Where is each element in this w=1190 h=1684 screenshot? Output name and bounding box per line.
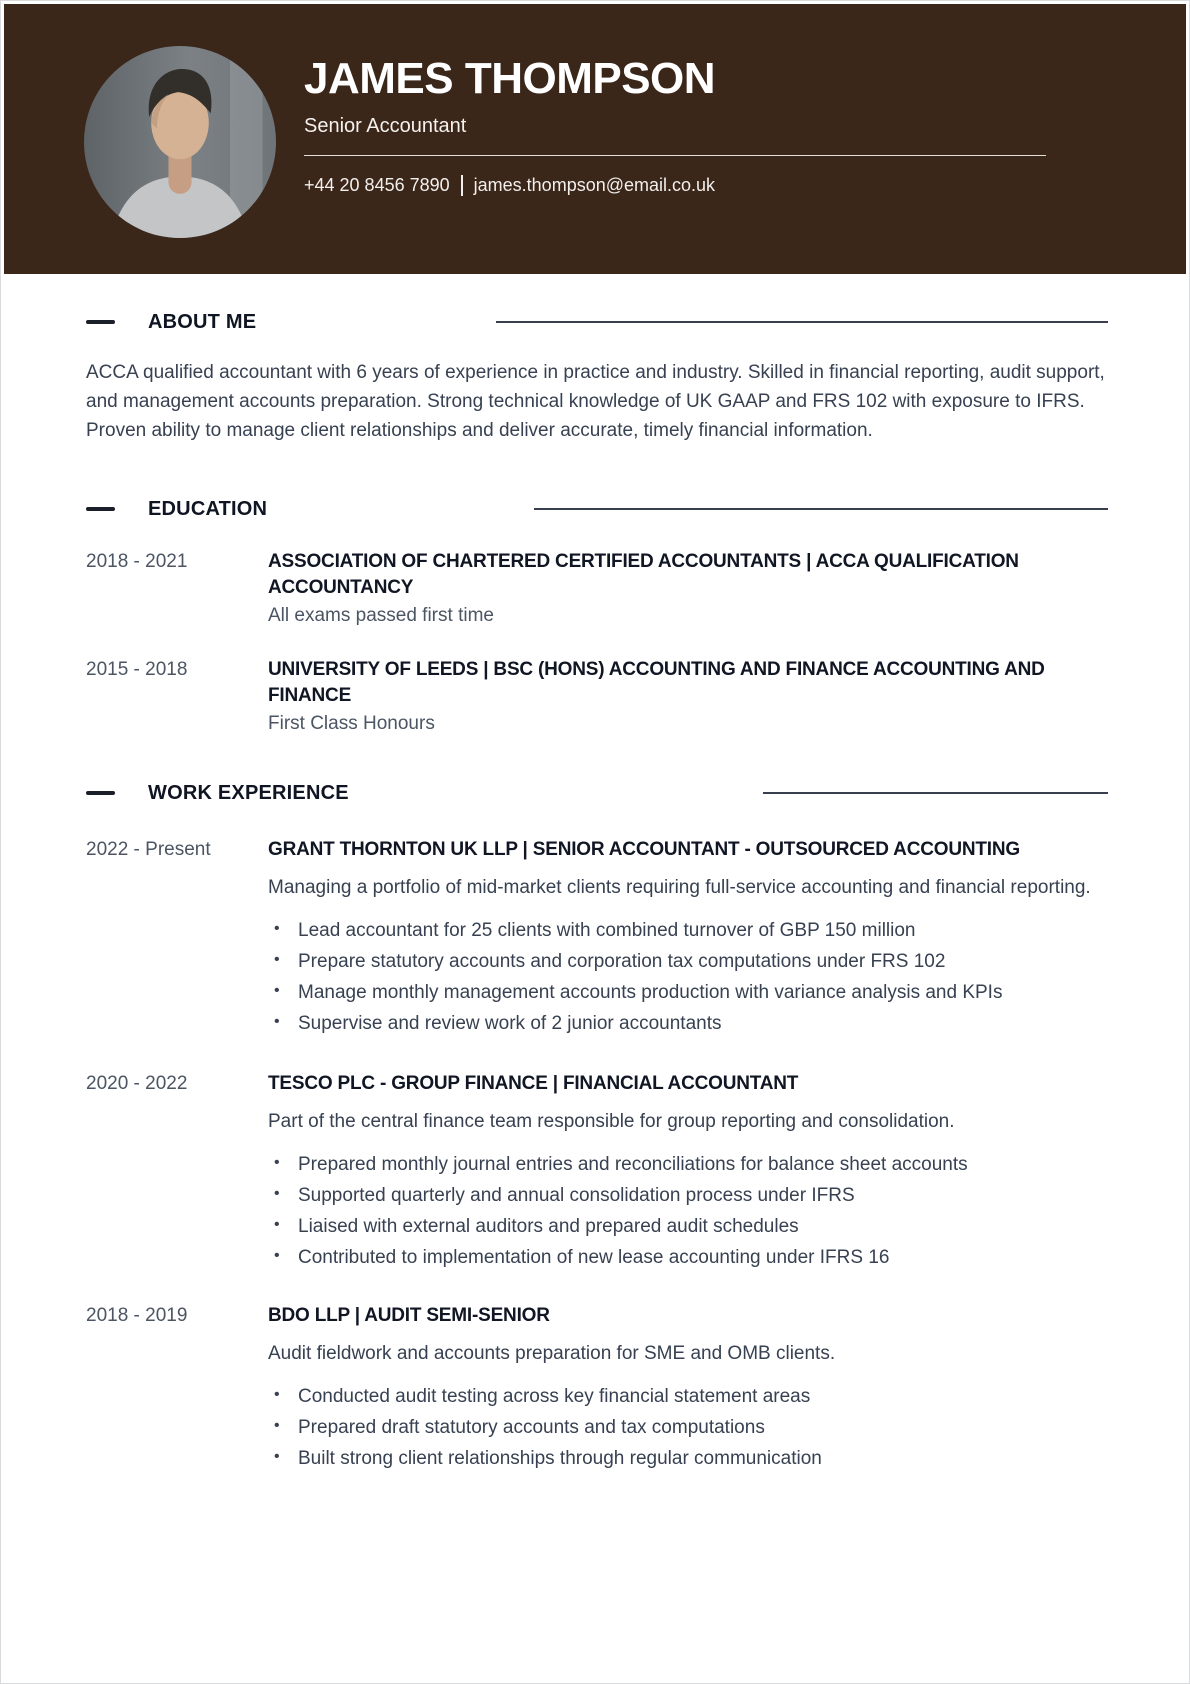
entry-title: UNIVERSITY OF LEEDS | BSC (HONS) ACCOUNTING AND FINANCE ACCOUNTING AND FINANCE bbox=[268, 659, 1045, 706]
entry-period: 2020 - 2022 bbox=[86, 1073, 188, 1094]
experience-bullet: • Prepared monthly journal entries and reconciliations for balance sheet accounts bbox=[268, 1149, 1108, 1180]
entry-note: All exams passed first time bbox=[268, 605, 494, 626]
bullet-list bbox=[268, 1149, 1108, 1273]
education-heading: EDUCATION bbox=[148, 498, 268, 520]
entry-note: First Class Honours bbox=[268, 713, 435, 734]
entry-title: TESCO PLC - GROUP FINANCE | FINANCIAL ACCOUNTANT bbox=[268, 1073, 799, 1094]
resume-header bbox=[4, 4, 1186, 274]
header-divider-line bbox=[304, 155, 1046, 156]
contact-separator bbox=[461, 175, 463, 196]
entry-title: ASSOCIATION OF CHARTERED CERTIFIED ACCOUNTANTS | ACCA QUALIFICATION ACCOUNTANCY bbox=[268, 551, 1019, 598]
resume-body bbox=[4, 310, 1186, 1474]
section-dash-icon bbox=[86, 791, 115, 795]
entry-period: 2018 - 2019 bbox=[86, 1305, 188, 1326]
entry-period: 2015 - 2018 bbox=[86, 659, 188, 680]
section-rule-line bbox=[763, 792, 1108, 794]
entry-title: BDO LLP | AUDIT SEMI-SENIOR bbox=[268, 1305, 550, 1326]
header-text-block bbox=[304, 56, 1046, 196]
experience-bullet: • Prepare statutory accounts and corporation tax computations under FRS 102 bbox=[268, 946, 1108, 977]
experience-bullet: • Lead accountant for 25 clients with combined turnover of GBP 150 million bbox=[268, 915, 1108, 946]
entry-summary: Part of the central finance team responsible for group reporting and consolidation. bbox=[268, 1111, 955, 1132]
section-header-experience bbox=[86, 781, 1108, 805]
experience-bullet: • Prepared draft statutory accounts and tax computations bbox=[268, 1412, 1108, 1443]
entry-body bbox=[268, 657, 1108, 737]
entry-period: 2018 - 2021 bbox=[86, 551, 188, 572]
contact-line bbox=[304, 175, 1046, 196]
candidate-name: JAMES THOMPSON bbox=[304, 54, 716, 103]
experience-bullet: • Liaised with external auditors and prepared audit schedules bbox=[268, 1211, 1108, 1242]
section-header-about bbox=[86, 310, 1108, 334]
entry-title: GRANT THORNTON UK LLP | SENIOR ACCOUNTANT - OUTSOURCED ACCOUNTING bbox=[268, 839, 1020, 860]
entry-body bbox=[268, 1071, 1108, 1273]
bullet-list bbox=[268, 915, 1108, 1039]
section-rule-line bbox=[534, 508, 1108, 510]
phone-number: +44 20 8456 7890 bbox=[304, 175, 450, 196]
experience-entry bbox=[86, 1303, 1108, 1474]
section-dash-icon bbox=[86, 507, 115, 511]
entry-summary: Managing a portfolio of mid-market clients requiring full-service accounting and financial reporting. bbox=[268, 877, 1091, 898]
experience-bullet: • Conducted audit testing across key financial statement areas bbox=[268, 1381, 1108, 1412]
section-dash-icon bbox=[86, 320, 115, 324]
education-entry bbox=[86, 657, 1108, 737]
bullet-list bbox=[268, 1381, 1108, 1474]
section-header-education bbox=[86, 497, 1108, 521]
email-address: james.thompson@email.co.uk bbox=[473, 175, 716, 196]
experience-bullet: • Supported quarterly and annual consolidation process under IFRS bbox=[268, 1180, 1108, 1211]
education-entry bbox=[86, 549, 1108, 629]
experience-bullet: • Built strong client relationships through regular communication bbox=[268, 1443, 1108, 1474]
experience-entry bbox=[86, 1071, 1108, 1273]
entry-body bbox=[268, 549, 1108, 629]
entry-body bbox=[268, 837, 1108, 1039]
profile-photo bbox=[84, 46, 276, 238]
about-heading: ABOUT ME bbox=[148, 311, 257, 333]
portrait-icon bbox=[84, 46, 276, 238]
experience-bullet: • Manage monthly management accounts production with variance analysis and KPIs bbox=[268, 977, 1108, 1008]
experience-entry bbox=[86, 837, 1108, 1039]
about-text: ACCA qualified accountant with 6 years of experience in practice and industry. Skilled in financial reporting, audit support, and management accounts preparation. Strong technical knowledge of UK GAAP and FRS 102 with exposure to IFRS. Proven ability to manage client relationships and deliver accurate, timely financial information. bbox=[86, 362, 1105, 441]
entry-body bbox=[268, 1303, 1108, 1474]
experience-bullet: • Supervise and review work of 2 junior accountants bbox=[268, 1008, 1108, 1039]
job-title: Senior Accountant bbox=[304, 115, 467, 138]
experience-bullet: • Contributed to implementation of new lease accounting under IFRS 16 bbox=[268, 1242, 1108, 1273]
section-rule-line bbox=[496, 321, 1108, 323]
entry-summary: Audit fieldwork and accounts preparation for SME and OMB clients. bbox=[268, 1343, 836, 1364]
entry-period: 2022 - Present bbox=[86, 839, 211, 860]
experience-heading: WORK EXPERIENCE bbox=[148, 782, 349, 804]
